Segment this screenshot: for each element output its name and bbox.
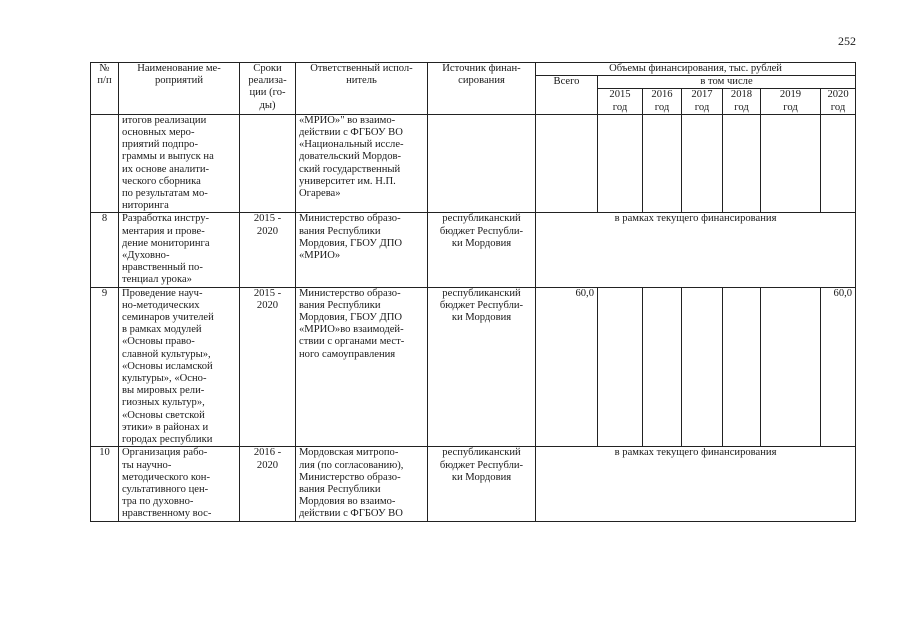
- row-year-2020: 60,0: [821, 287, 856, 447]
- header-executor: Ответственный испол- нитель: [296, 63, 428, 115]
- row-num: 10: [91, 447, 119, 521]
- table-row: [91, 114, 856, 213]
- row-year-2018: [723, 114, 761, 213]
- header-year-2017: 2017 год: [682, 89, 723, 114]
- row-source: республиканский бюджет Республи- ки Мордовия: [428, 447, 536, 521]
- row-name: Разработка инстру- ментария и прове- дение мониторинга «Духовно- нравственный по- тенциал урока»: [119, 213, 240, 287]
- table-row: [91, 213, 856, 287]
- row-year-2016: [643, 287, 682, 447]
- page-number: 252: [838, 34, 856, 48]
- row-year-2019: [761, 114, 821, 213]
- row-name: итогов реализации основных меро- приятий подпро- граммы и выпуск на их основе аналити- ческого сборника по результатам мо- ниторинга: [119, 114, 240, 213]
- row-num: [91, 114, 119, 213]
- row-year-2018: [723, 287, 761, 447]
- program-activities-table: [90, 62, 856, 522]
- row-total: [536, 114, 598, 213]
- row-source: [428, 114, 536, 213]
- header-num: № п/п: [91, 63, 119, 115]
- row-source: республиканский бюджет Республи- ки Мордовия: [428, 287, 536, 447]
- row-terms: [240, 114, 296, 213]
- row-year-2015: [598, 114, 643, 213]
- table-row: [91, 447, 856, 521]
- row-source: республиканский бюджет Республи- ки Мордовия: [428, 213, 536, 287]
- row-year-2015: [598, 287, 643, 447]
- row-name: Организация рабо- ты научно- методического кон- сультативного цен- тра по духовно- нравственному вос-: [119, 447, 240, 521]
- row-year-2017: [682, 114, 723, 213]
- row-executor: Министерство образо- вания Республики Мордовия, ГБОУ ДПО «МРИО»: [296, 213, 428, 287]
- header-year-2018: 2018 год: [723, 89, 761, 114]
- table-row: [91, 287, 856, 447]
- row-year-2016: [643, 114, 682, 213]
- header-including: в том числе: [598, 76, 856, 89]
- header-year-2019: 2019 год: [761, 89, 821, 114]
- header-name: Наименование ме- роприятий: [119, 63, 240, 115]
- header-terms: Сроки реализа- ции (го- ды): [240, 63, 296, 115]
- header-source: Источник финан- сирования: [428, 63, 536, 115]
- row-executor: «МРИО»" во взаимо- действии с ФГБОУ ВО «Национальный иссле- довательский Мордов- ский государственный университет им. Н.П. Огарева»: [296, 114, 428, 213]
- row-year-2020: [821, 114, 856, 213]
- row-num: 9: [91, 287, 119, 447]
- row-executor: Мордовская митропо- лия (по согласованию), Министерство образо- вания Республики Мордовия во взаимо- действии с ФГБОУ ВО: [296, 447, 428, 521]
- header-year-2020: 2020 год: [821, 89, 856, 114]
- header-volumes: Объемы финансирования, тыс. рублей: [536, 63, 856, 76]
- row-terms: 2015 - 2020: [240, 213, 296, 287]
- row-total: 60,0: [536, 287, 598, 447]
- row-financing-note: в рамках текущего финансирования: [536, 213, 856, 287]
- row-terms: 2015 - 2020: [240, 287, 296, 447]
- header-year-2016: 2016 год: [643, 89, 682, 114]
- table-header: [91, 63, 856, 115]
- row-num: 8: [91, 213, 119, 287]
- row-executor: Министерство образо- вания Республики Мордовия, ГБОУ ДПО «МРИО»во взаимодей- ствии с органами мест- ного самоуправления: [296, 287, 428, 447]
- header-year-2015: 2015 год: [598, 89, 643, 114]
- row-year-2019: [761, 287, 821, 447]
- row-financing-note: в рамках текущего финансирования: [536, 447, 856, 521]
- row-terms: 2016 - 2020: [240, 447, 296, 521]
- row-name: Проведение науч- но-методических семинаров учителей в рамках модулей «Основы право- славной культуры», «Основы исламской культуры», «Осно- вы мировых рели- гиозных культур», «Основы светской этики» в районах и городах республики: [119, 287, 240, 447]
- header-total: Всего: [536, 76, 598, 115]
- row-year-2017: [682, 287, 723, 447]
